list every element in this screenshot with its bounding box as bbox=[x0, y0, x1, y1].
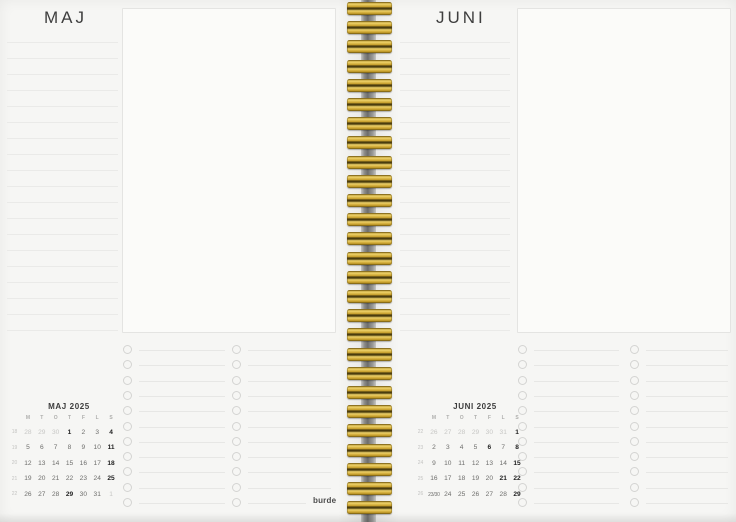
calendar-day: 31 bbox=[93, 490, 101, 498]
checklist-line bbox=[534, 396, 619, 397]
spiral-coil bbox=[347, 367, 392, 380]
calendar-day: 8 bbox=[515, 444, 519, 451]
checklist-line bbox=[139, 472, 225, 473]
checklist-line bbox=[646, 411, 728, 412]
spiral-coil bbox=[347, 482, 392, 495]
checklist-circle bbox=[518, 376, 527, 385]
calendar-day: 4 bbox=[459, 444, 464, 451]
right-page-note-box bbox=[517, 8, 731, 333]
ruled-line bbox=[7, 202, 118, 203]
calendar-week-number: 26 bbox=[417, 491, 424, 497]
checklist-line bbox=[248, 488, 331, 489]
calendar-day: 2 bbox=[432, 444, 436, 451]
spiral-coil bbox=[347, 386, 392, 399]
ruled-line bbox=[7, 186, 118, 187]
calendar-day: 22 bbox=[65, 475, 74, 482]
calendar-day: 15 bbox=[65, 459, 74, 467]
calendar-week-number: 23 bbox=[417, 444, 424, 451]
checklist-circle bbox=[630, 452, 639, 461]
ruled-line bbox=[400, 266, 510, 267]
calendar-day: 16 bbox=[430, 475, 438, 482]
checklist-circle bbox=[630, 422, 639, 431]
spiral-coil bbox=[347, 405, 392, 418]
ruled-line bbox=[7, 330, 118, 331]
ruled-line bbox=[7, 298, 118, 299]
calendar-day: 29 bbox=[513, 490, 521, 498]
checklist-circle bbox=[232, 406, 241, 415]
calendar-day: 14 bbox=[499, 459, 507, 467]
checklist-circle bbox=[232, 345, 241, 354]
calendar-day: 28 bbox=[499, 490, 507, 498]
calendar-day: 30 bbox=[485, 428, 494, 436]
ruled-line bbox=[400, 42, 510, 43]
spiral-coil bbox=[347, 290, 392, 303]
mini-calendar-may-title: MAJ 2025 bbox=[48, 402, 90, 411]
left-page-title: MAJ bbox=[44, 8, 87, 27]
calendar-day: 21 bbox=[51, 475, 60, 482]
checklist-line bbox=[534, 503, 619, 504]
calendar-day: 12 bbox=[24, 459, 32, 467]
brand-logo: burde bbox=[313, 496, 337, 505]
checklist-line bbox=[534, 365, 619, 366]
calendar-day: 2 bbox=[81, 428, 86, 436]
checklist-line bbox=[534, 442, 619, 443]
calendar-day: 27 bbox=[444, 428, 452, 436]
checklist-line bbox=[248, 427, 331, 428]
checklist-circle bbox=[232, 498, 241, 507]
checklist-line bbox=[534, 472, 619, 473]
calendar-week-number: 19 bbox=[11, 444, 18, 451]
ruled-line bbox=[400, 314, 510, 315]
checklist-line bbox=[534, 381, 619, 382]
calendar-day-header: L bbox=[501, 415, 505, 421]
calendar-day: 19 bbox=[471, 475, 480, 482]
calendar-day: 7 bbox=[53, 444, 58, 451]
calendar-day-header: S bbox=[109, 415, 113, 421]
calendar-day: 1 bbox=[67, 428, 72, 436]
spiral-coil bbox=[347, 156, 392, 169]
checklist-line bbox=[248, 396, 331, 397]
calendar-day: 24 bbox=[444, 490, 452, 498]
ruled-line bbox=[7, 90, 118, 91]
checklist-circle bbox=[232, 452, 241, 461]
checklist-circle bbox=[630, 498, 639, 507]
checklist-line bbox=[139, 365, 225, 366]
checklist-circle bbox=[123, 452, 132, 461]
calendar-day: 13 bbox=[38, 459, 46, 467]
ruled-line bbox=[7, 74, 118, 75]
ruled-line bbox=[7, 234, 118, 235]
calendar-day-header: O bbox=[53, 415, 58, 421]
ruled-line bbox=[400, 298, 510, 299]
ruled-line bbox=[400, 170, 510, 171]
checklist-line bbox=[139, 442, 225, 443]
calendar-day: 24 bbox=[93, 475, 101, 482]
ruled-line bbox=[7, 282, 118, 283]
spiral-coil bbox=[347, 444, 392, 457]
calendar-day: 25 bbox=[107, 475, 115, 482]
checklist-line bbox=[534, 457, 619, 458]
ruled-line bbox=[7, 250, 118, 251]
calendar-week-number: 18 bbox=[11, 429, 18, 435]
calendar-day: 10 bbox=[444, 459, 452, 467]
calendar-week-number: 25 bbox=[417, 475, 424, 482]
calendar-day: 18 bbox=[107, 459, 115, 467]
calendar-day: 8 bbox=[67, 444, 72, 451]
spiral-coil bbox=[347, 2, 392, 15]
spiral-coil bbox=[347, 328, 392, 341]
calendar-day: 26 bbox=[24, 490, 32, 498]
checklist-circle bbox=[232, 483, 241, 492]
spiral-coil bbox=[347, 98, 392, 111]
spiral-coil bbox=[347, 232, 392, 245]
ruled-line bbox=[7, 122, 118, 123]
calendar-day: 11 bbox=[458, 459, 466, 467]
calendar-day: 28 bbox=[24, 428, 32, 436]
spiral-coil bbox=[347, 136, 392, 149]
calendar-day: 16 bbox=[79, 459, 88, 467]
checklist-line bbox=[248, 472, 331, 473]
calendar-day: 11 bbox=[107, 444, 115, 451]
calendar-day: 23/30 bbox=[428, 491, 440, 498]
spiral-coil bbox=[347, 117, 392, 130]
spiral-coil bbox=[347, 60, 392, 73]
calendar-day: 29 bbox=[38, 428, 46, 436]
ruled-line bbox=[7, 314, 118, 315]
checklist-circle bbox=[630, 483, 639, 492]
checklist-circle bbox=[232, 437, 241, 446]
ruled-line bbox=[400, 250, 510, 251]
calendar-day: 1 bbox=[109, 490, 113, 498]
checklist-circle bbox=[232, 391, 241, 400]
calendar-day: 20 bbox=[485, 475, 494, 482]
calendar-day: 30 bbox=[51, 428, 60, 436]
calendar-day: 26 bbox=[430, 428, 438, 436]
ruled-line bbox=[400, 218, 510, 219]
calendar-day-header: L bbox=[95, 415, 99, 421]
checklist-line bbox=[534, 411, 619, 412]
calendar-day: 29 bbox=[471, 428, 480, 436]
calendar-day: 5 bbox=[473, 444, 478, 451]
checklist-line bbox=[139, 457, 225, 458]
calendar-day-header: M bbox=[25, 415, 30, 421]
spiral-coil bbox=[347, 79, 392, 92]
checklist-line bbox=[139, 381, 225, 382]
checklist-circle bbox=[518, 498, 527, 507]
calendar-week-number: 21 bbox=[11, 475, 18, 482]
mini-calendar-june-title: JUNI 2025 bbox=[453, 402, 497, 411]
checklist-line bbox=[534, 488, 619, 489]
left-page-note-box bbox=[122, 8, 336, 333]
calendar-day: 1 bbox=[515, 428, 519, 436]
checklist-circle bbox=[518, 360, 527, 369]
checklist-line bbox=[248, 350, 331, 351]
spiral-coil bbox=[347, 194, 392, 207]
checklist-line bbox=[646, 396, 728, 397]
calendar-week-number: 22 bbox=[417, 429, 424, 435]
checklist-circle bbox=[232, 376, 241, 385]
checklist-circle bbox=[518, 391, 527, 400]
calendar-day: 7 bbox=[501, 444, 506, 451]
calendar-day: 27 bbox=[485, 490, 494, 498]
calendar-day: 12 bbox=[471, 459, 480, 467]
checklist-line bbox=[646, 381, 728, 382]
calendar-day-header: F bbox=[487, 415, 491, 421]
calendar-day: 3 bbox=[95, 428, 100, 436]
checklist-line bbox=[646, 442, 728, 443]
spiral-coil bbox=[347, 309, 392, 322]
calendar-day: 28 bbox=[457, 428, 466, 436]
checklist-line bbox=[248, 365, 331, 366]
checklist-line bbox=[646, 350, 728, 351]
ruled-line bbox=[7, 266, 118, 267]
calendar-day: 5 bbox=[26, 444, 30, 451]
ruled-line bbox=[400, 330, 510, 331]
calendar-day: 25 bbox=[457, 490, 466, 498]
checklist-line bbox=[248, 457, 331, 458]
ruled-line bbox=[400, 74, 510, 75]
mini-calendar-june-grid bbox=[414, 415, 524, 499]
checklist-line bbox=[534, 427, 619, 428]
calendar-day: 6 bbox=[487, 444, 492, 451]
spiral-coil bbox=[347, 213, 392, 226]
checklist-circle bbox=[630, 360, 639, 369]
calendar-day-header: T bbox=[67, 415, 72, 421]
checklist-circle bbox=[123, 345, 132, 354]
ruled-line bbox=[7, 42, 118, 43]
spiral-coil bbox=[347, 348, 392, 361]
checklist-line bbox=[139, 427, 225, 428]
checklist-circle bbox=[123, 406, 132, 415]
calendar-day: 23 bbox=[79, 475, 88, 482]
spiral-coil bbox=[347, 252, 392, 265]
spiral-coil bbox=[347, 175, 392, 188]
checklist-line bbox=[248, 381, 331, 382]
checklist-line bbox=[139, 350, 225, 351]
checklist-circle bbox=[123, 467, 132, 476]
calendar-day: 26 bbox=[471, 490, 480, 498]
mini-calendar-may-grid bbox=[8, 415, 118, 499]
calendar-week-number: 24 bbox=[417, 460, 424, 466]
calendar-day-header: F bbox=[81, 415, 85, 421]
calendar-day-header: T bbox=[40, 415, 44, 421]
calendar-day: 18 bbox=[457, 475, 466, 482]
calendar-day: 9 bbox=[81, 444, 86, 451]
checklist-line bbox=[139, 488, 225, 489]
calendar-day: 6 bbox=[39, 444, 44, 451]
ruled-line bbox=[400, 154, 510, 155]
checklist-circle bbox=[630, 437, 639, 446]
ruled-line bbox=[400, 122, 510, 123]
calendar-day: 3 bbox=[445, 444, 450, 451]
calendar-day-header: M bbox=[431, 415, 436, 421]
mini-calendar-june bbox=[414, 402, 524, 499]
calendar-day: 15 bbox=[513, 459, 521, 467]
calendar-day: 10 bbox=[93, 444, 101, 451]
spiral-coil bbox=[347, 40, 392, 53]
checklist-circle bbox=[123, 483, 132, 492]
spiral-coil bbox=[347, 424, 392, 437]
checklist-line bbox=[646, 427, 728, 428]
spiral-coil bbox=[347, 271, 392, 284]
checklist-line bbox=[248, 503, 306, 504]
ruled-line bbox=[400, 186, 510, 187]
checklist-line bbox=[646, 503, 728, 504]
ruled-line bbox=[400, 90, 510, 91]
spiral-coil bbox=[347, 21, 392, 34]
calendar-day-header: O bbox=[459, 415, 464, 421]
calendar-day: 17 bbox=[93, 459, 101, 467]
checklist-line bbox=[139, 396, 225, 397]
calendar-week-number: 22 bbox=[11, 491, 18, 497]
checklist-line bbox=[646, 488, 728, 489]
checklist-circle bbox=[630, 391, 639, 400]
calendar-day-header: S bbox=[515, 415, 519, 421]
checklist-circle bbox=[232, 422, 241, 431]
calendar-day: 30 bbox=[79, 490, 88, 498]
ruled-line bbox=[7, 170, 118, 171]
calendar-day: 19 bbox=[24, 475, 32, 482]
calendar-day: 17 bbox=[444, 475, 452, 482]
checklist-circle bbox=[123, 360, 132, 369]
checklist-circle bbox=[123, 498, 132, 507]
ruled-line bbox=[7, 154, 118, 155]
calendar-day: 13 bbox=[485, 459, 494, 467]
ruled-line bbox=[400, 138, 510, 139]
calendar-day: 27 bbox=[38, 490, 46, 498]
calendar-day: 29 bbox=[65, 490, 74, 498]
checklist-circle bbox=[123, 376, 132, 385]
calendar-day: 20 bbox=[38, 475, 46, 482]
calendar-day-header: T bbox=[473, 415, 478, 421]
checklist-circle bbox=[630, 376, 639, 385]
calendar-day: 22 bbox=[513, 475, 521, 482]
checklist-circle bbox=[232, 360, 241, 369]
checklist-line bbox=[139, 411, 225, 412]
page-bottom-edge bbox=[0, 513, 736, 522]
calendar-day: 31 bbox=[499, 428, 507, 436]
checklist-line bbox=[139, 503, 225, 504]
checklist-circle bbox=[123, 422, 132, 431]
ruled-line bbox=[400, 282, 510, 283]
calendar-day-header: T bbox=[446, 415, 450, 421]
right-page-title: JUNI bbox=[436, 8, 486, 27]
checklist-circle bbox=[630, 406, 639, 415]
calendar-day: 28 bbox=[51, 490, 60, 498]
ruled-line bbox=[7, 106, 118, 107]
calendar-week-number: 20 bbox=[11, 460, 18, 466]
checklist-circle bbox=[518, 345, 527, 354]
calendar-day: 21 bbox=[499, 475, 507, 482]
checklist-line bbox=[248, 411, 331, 412]
checklist-circle bbox=[630, 345, 639, 354]
spiral-coil bbox=[347, 463, 392, 476]
checklist-circle bbox=[232, 467, 241, 476]
checklist-line bbox=[248, 442, 331, 443]
calendar-day: 4 bbox=[109, 428, 113, 436]
ruled-line bbox=[400, 202, 510, 203]
ruled-line bbox=[7, 138, 118, 139]
ruled-line bbox=[400, 234, 510, 235]
calendar-day: 14 bbox=[51, 459, 60, 467]
mini-calendar-may bbox=[8, 402, 118, 499]
checklist-line bbox=[646, 457, 728, 458]
calendar-day: 9 bbox=[432, 459, 436, 467]
ruled-line bbox=[400, 106, 510, 107]
checklist-line bbox=[534, 350, 619, 351]
checklist-circle bbox=[123, 437, 132, 446]
ruled-line bbox=[400, 58, 510, 59]
ruled-line bbox=[7, 218, 118, 219]
checklist-line bbox=[646, 472, 728, 473]
checklist-circle bbox=[123, 391, 132, 400]
checklist-line bbox=[646, 365, 728, 366]
ruled-line bbox=[7, 58, 118, 59]
checklist-circle bbox=[630, 467, 639, 476]
